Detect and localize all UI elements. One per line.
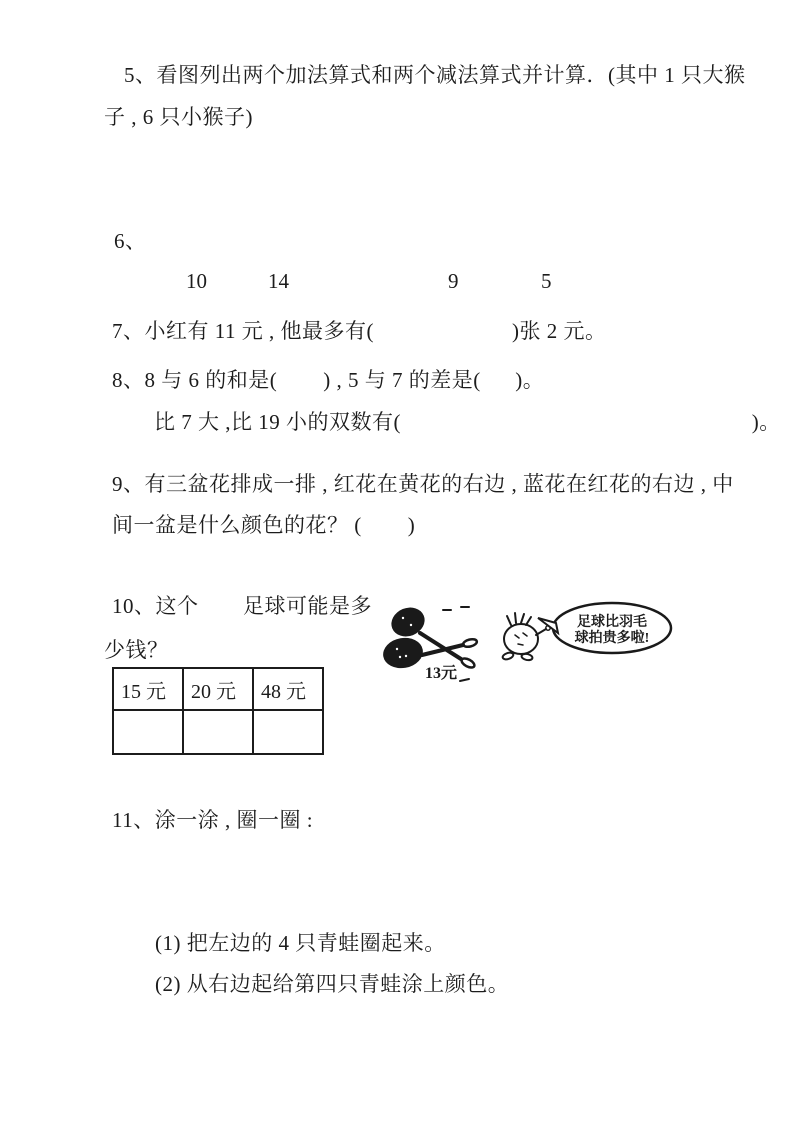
price-options-table	[112, 667, 324, 755]
question-6-value-3: 9	[448, 269, 459, 293]
question-10-line-1-prefix: 10、这个	[112, 594, 199, 618]
question-6-label: 6、	[114, 229, 147, 253]
price-answer-cell	[183, 710, 253, 754]
question-5-line-1: 5、看图列出两个加法算式和两个减法算式并计算．(其中 1 只大猴	[124, 63, 746, 87]
question-8-line-1: 8、8 与 6 的和是( ) , 5 与 7 的差是( )。	[112, 368, 545, 392]
question-9-line-2: 间一盆是什么颜色的花？ ( )	[112, 513, 416, 537]
question-10-illustration	[375, 583, 685, 688]
speech-bubble-line-2: 球拍贵多啦!	[574, 631, 650, 646]
question-11-item-2: (2) 从右边起给第四只青蛙涂上颜色。	[155, 972, 510, 996]
question-11-title: 11、涂一涂 , 圈一圈 :	[112, 808, 314, 832]
price-option-cell: 15 元	[113, 668, 183, 710]
racket-price-label: 13元	[425, 665, 458, 682]
question-9-line-1: 9、有三盆花排成一排 , 红花在黄花的右边 , 蓝花在红花的右边 , 中	[112, 472, 734, 496]
price-option-cell: 20 元	[183, 668, 253, 710]
question-10-line-1-suffix: 足球可能是多	[243, 594, 372, 618]
price-option-cell: 48 元	[253, 668, 323, 710]
question-7-text: 7、小红有 11 元 , 他最多有( )张 2 元。	[112, 319, 607, 343]
question-8-line-2: 比 7 大 ,比 19 小的双数有( )。	[154, 410, 781, 434]
dash-mark-icon	[460, 679, 469, 681]
price-answer-cell	[113, 710, 183, 754]
question-6-value-2: 14	[268, 269, 289, 293]
question-11-item-1: (1) 把左边的 4 只青蛙圈起来。	[155, 931, 446, 955]
price-answer-cell	[253, 710, 323, 754]
question-6-value-1: 10	[186, 269, 207, 293]
question-6-value-4: 5	[541, 269, 552, 293]
question-5-line-2: 子 , 6 只小猴子)	[104, 105, 253, 129]
speech-bubble	[538, 603, 671, 653]
question-10-line-2: 少钱？	[104, 638, 169, 662]
speech-bubble-line-1: 足球比羽毛	[577, 615, 647, 630]
